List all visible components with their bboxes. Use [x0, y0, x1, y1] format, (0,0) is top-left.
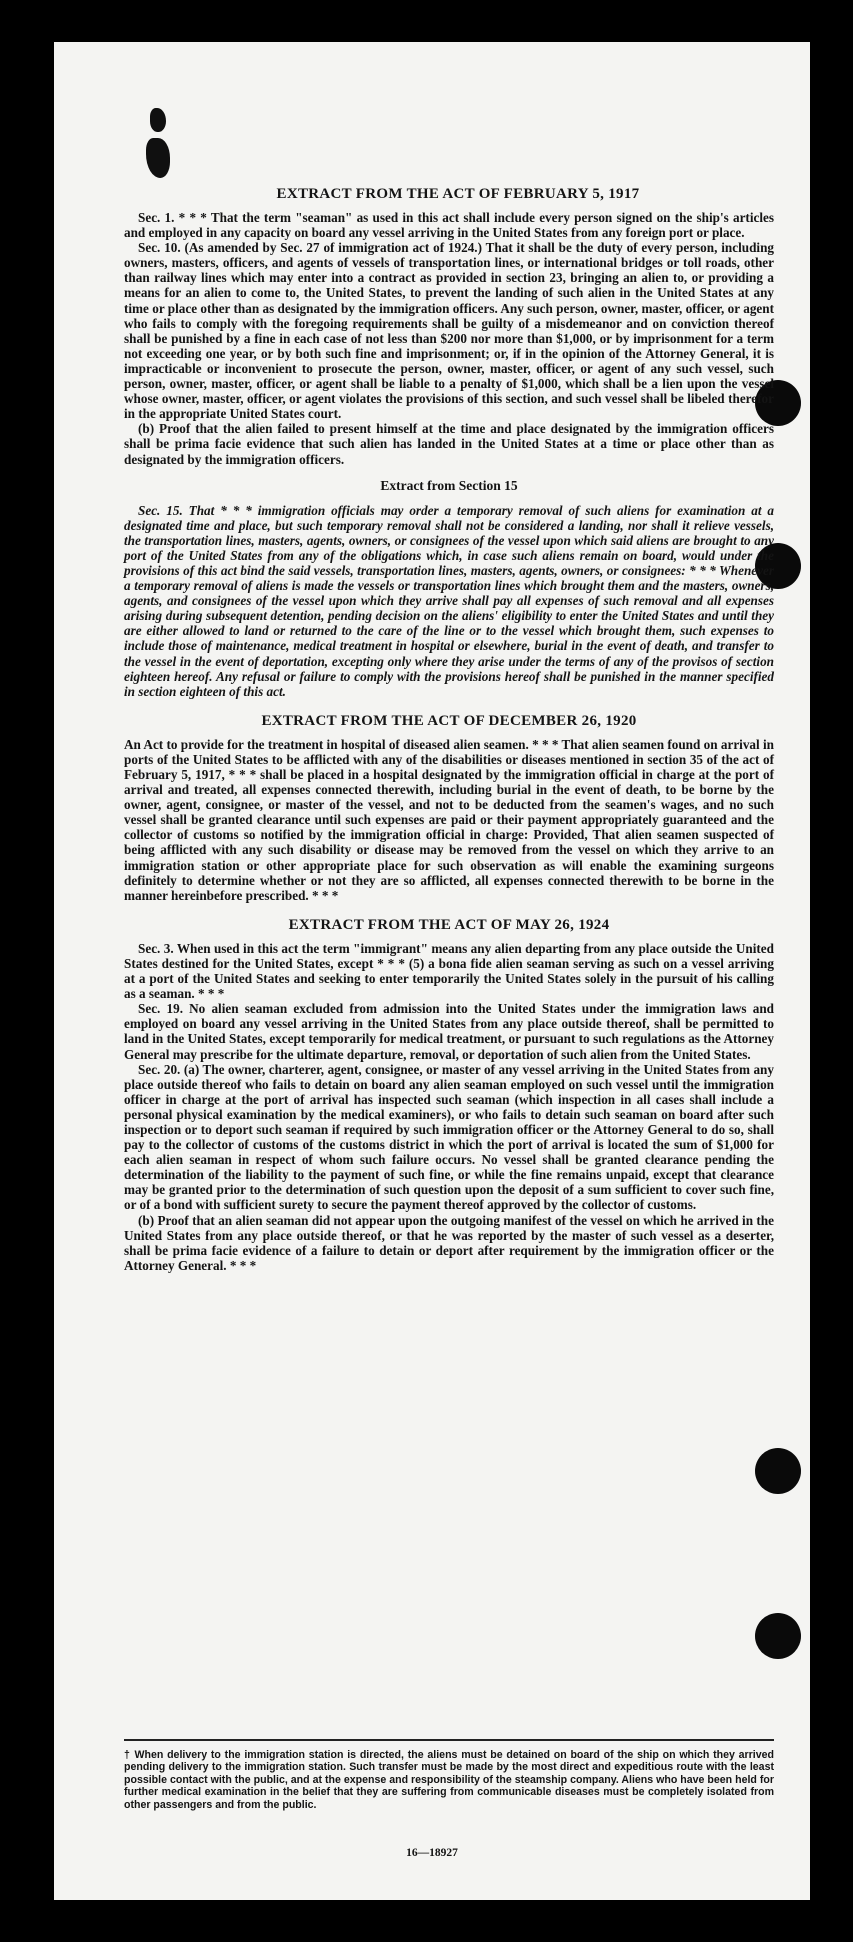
ink-blot — [146, 138, 170, 178]
paragraph: Sec. 10. (As amended by Sec. 27 of immigration act of 1924.) That it shall be the duty of every person, including owners, masters, officers, and agents of vessels of transportation lines, or international bridges or toll roads, other than railway lines which may enter into a contract as provided in section 23, bringing an alien to, or providing a means for an alien to come to, the United States, to prevent the landing of such alien in the United States at any time or place other than as designated by the immigration officers. Any such person, owner, master, officer, or agent who fails to comply with the foregoing requirements shall be guilty of a misdemeanor and on conviction thereof shall be punished by a fine in each case of not less than $200 nor more than $1,000, or by imprisonment for a term not exceeding one year, or by both such fine and imprisonment; or, if in the opinion of the Attorney General, it is impracticable or inconvenient to prosecute the person, owner, master, officer, or agent of any such vessel, such person, owner, master, officer, or agent shall be liable to a penalty of $1,000, which shall be a lien upon the vessel whose owner, master, officer, or agent violates the provisions of this section, and such vessel shall be libeled therefor in the appropriate United States court. — [124, 240, 774, 422]
paragraph: (b) Proof that the alien failed to present himself at the time and place designated by the immigration officers shall be prima facie evidence that such alien has landed in the United States at a time or place other than as designated by the immigration officers. — [124, 421, 774, 467]
section-heading: EXTRACT FROM THE ACT OF DECEMBER 26, 1920 — [261, 712, 637, 729]
punch-hole — [755, 1448, 801, 1494]
document-page — [54, 42, 810, 1900]
italic-paragraph: Sec. 15. That * * * immigration officials may order a temporary removal of such aliens for examination at a designated time and place, but such temporary removal shall not be considered a landing, nor shall it relieve vessels, the transportation lines, masters, agents, owners, or consignees of the vessel upon which said aliens are brought to any port of the United States from any of the obligations which, in case such aliens remain on board, would under the provisions of this act bind the said vessels, transportation lines, masters, agents, owners, or consignees: * * * Whenever a temporary removal of aliens is made the vessels or transportation lines which brought them and the masters, owners, agents, and consignees of the vessel upon which they arrive shall pay all expenses of such removal and all expenses arising during subsequent detention, pending decision on the aliens' eligibility to enter the United States and until they are either allowed to land or returned to the care of the line or to the vessel which brought them, such expenses to include those of maintenance, medical treatment in hospital or elsewhere, burial in the event of death, and transfer to the vessel in the event of deportation, excepting only where they arise under the terms of any of the provisos of section eighteen hereof. Any refusal or failure to comply with the provisions hereof shall be punished in the manner specified in section eighteen of this act. — [124, 502, 774, 699]
paragraph: An Act to provide for the treatment in hospital of diseased alien seamen. * * * That alien seamen found on arrival in ports of the United States to be afflicted with any of the disabilities or diseases mentioned in section 35 of the act of February 5, 1917, * * * shall be placed in a hospital designated by the immigration official in charge at the port of arrival and treated, all expenses connected therewith, including burial in the event of death, to be borne by the owner, agent, consignee, or master of the vessel, and not to be deducted from the seamen's wages, and no such vessel shall be granted clearance until such expenses are paid or their payment appropriately guaranteed and the collector of customs so notified by the immigration official in charge: Provided, That alien seamen suspected of being afflicted with any such disability or disease may be removed from the vessel on which they arrive to an immigration station or other appropriate place for such observation as will enable the examining surgeons definitely to determine whether or not they are so afflicted, all expenses connected therewith to be borne in the manner hereinbefore prescribed. * * * — [124, 736, 774, 903]
paragraph: Sec. 19. No alien seaman excluded from admission into the United States under the immigration laws and employed on board any vessel arriving in the United States from any place outside thereof, shall be permitted to land in the United States, except temporarily for medical treatment, or pursuant to such regulations as the Attorney General may prescribe for the ultimate departure, removal, or deportation of such alien from the United States. — [124, 1001, 774, 1062]
punch-hole — [755, 1613, 801, 1659]
paragraph: Sec. 3. When used in this act the term "immigrant" means any alien departing from any place outside the United States destined for the United States, except * * * (5) a bona fide alien seaman serving as such on a vessel arriving at a port of the United States and seeking to enter temporarily the United States solely in the pursuit of his calling as a seaman. * * * — [124, 940, 774, 1002]
footnote-divider — [124, 1739, 774, 1741]
footnote: † When delivery to the immigration station is directed, the aliens must be detained on board of the ship on which they arrived pending delivery to the immigration station. Such transfer must be made by the most direct and expeditious route with the least possible contact with the public, and at the expense and responsibility of the steamship company. Aliens who have been held for further medical examination in the belief that they are suffering from communicable diseases must be completely isolated from other passengers and from the public. — [124, 1749, 774, 1811]
section-heading: EXTRACT FROM THE ACT OF FEBRUARY 5, 1917 — [276, 186, 640, 202]
paragraph: (b) Proof that an alien seaman did not appear upon the outgoing manifest of the vessel on which he arrived in the United States from any place outside thereof, or that he was reported by the master of such vessel as a deserter, shall be prima facie evidence of a failure to detain or deport after requirement by the immigration officer or the Attorney General. * * * — [124, 1212, 774, 1273]
document-body — [124, 184, 774, 1273]
paragraph: Sec. 1. * * * That the term "seaman" as used in this act shall include every person signed on the ship's articles and employed in any capacity on board any vessel arriving in the United States from any foreign port or place. — [124, 210, 774, 241]
form-number: 16—18927 — [406, 1847, 458, 1859]
paragraph: Sec. 20. (a) The owner, charterer, agent, consignee, or master of any vessel arriving in the United States from any place outside thereof who fails to detain on board any alien seaman employed on such vessel until the immigration officer in charge at the port of arrival has inspected such seaman (which inspection in all cases shall include a personal physical examination by the medical examiners), or who fails to detain such seaman on board after such inspection or to deport such seaman if required by such immigration officer or the Attorney General to do so, shall pay to the collector of customs of the customs district in which the port of arrival is located the sum of $1,000 for each alien seaman in respect of whom such failure occurs. No vessel shall be granted clearance pending the determination of the liability to the payment of such fine, or while the fine remains unpaid, except that clearance may be granted prior to the determination of such question upon the deposit of a sum sufficient to cover such fine, or of a bond with sufficient surety to secure the payment thereof approved by the collector of customs. — [124, 1061, 774, 1213]
section-heading: EXTRACT FROM THE ACT OF MAY 26, 1924 — [288, 916, 610, 933]
ink-blot — [150, 108, 166, 132]
section-subheading: Extract from Section 15 — [380, 477, 518, 493]
